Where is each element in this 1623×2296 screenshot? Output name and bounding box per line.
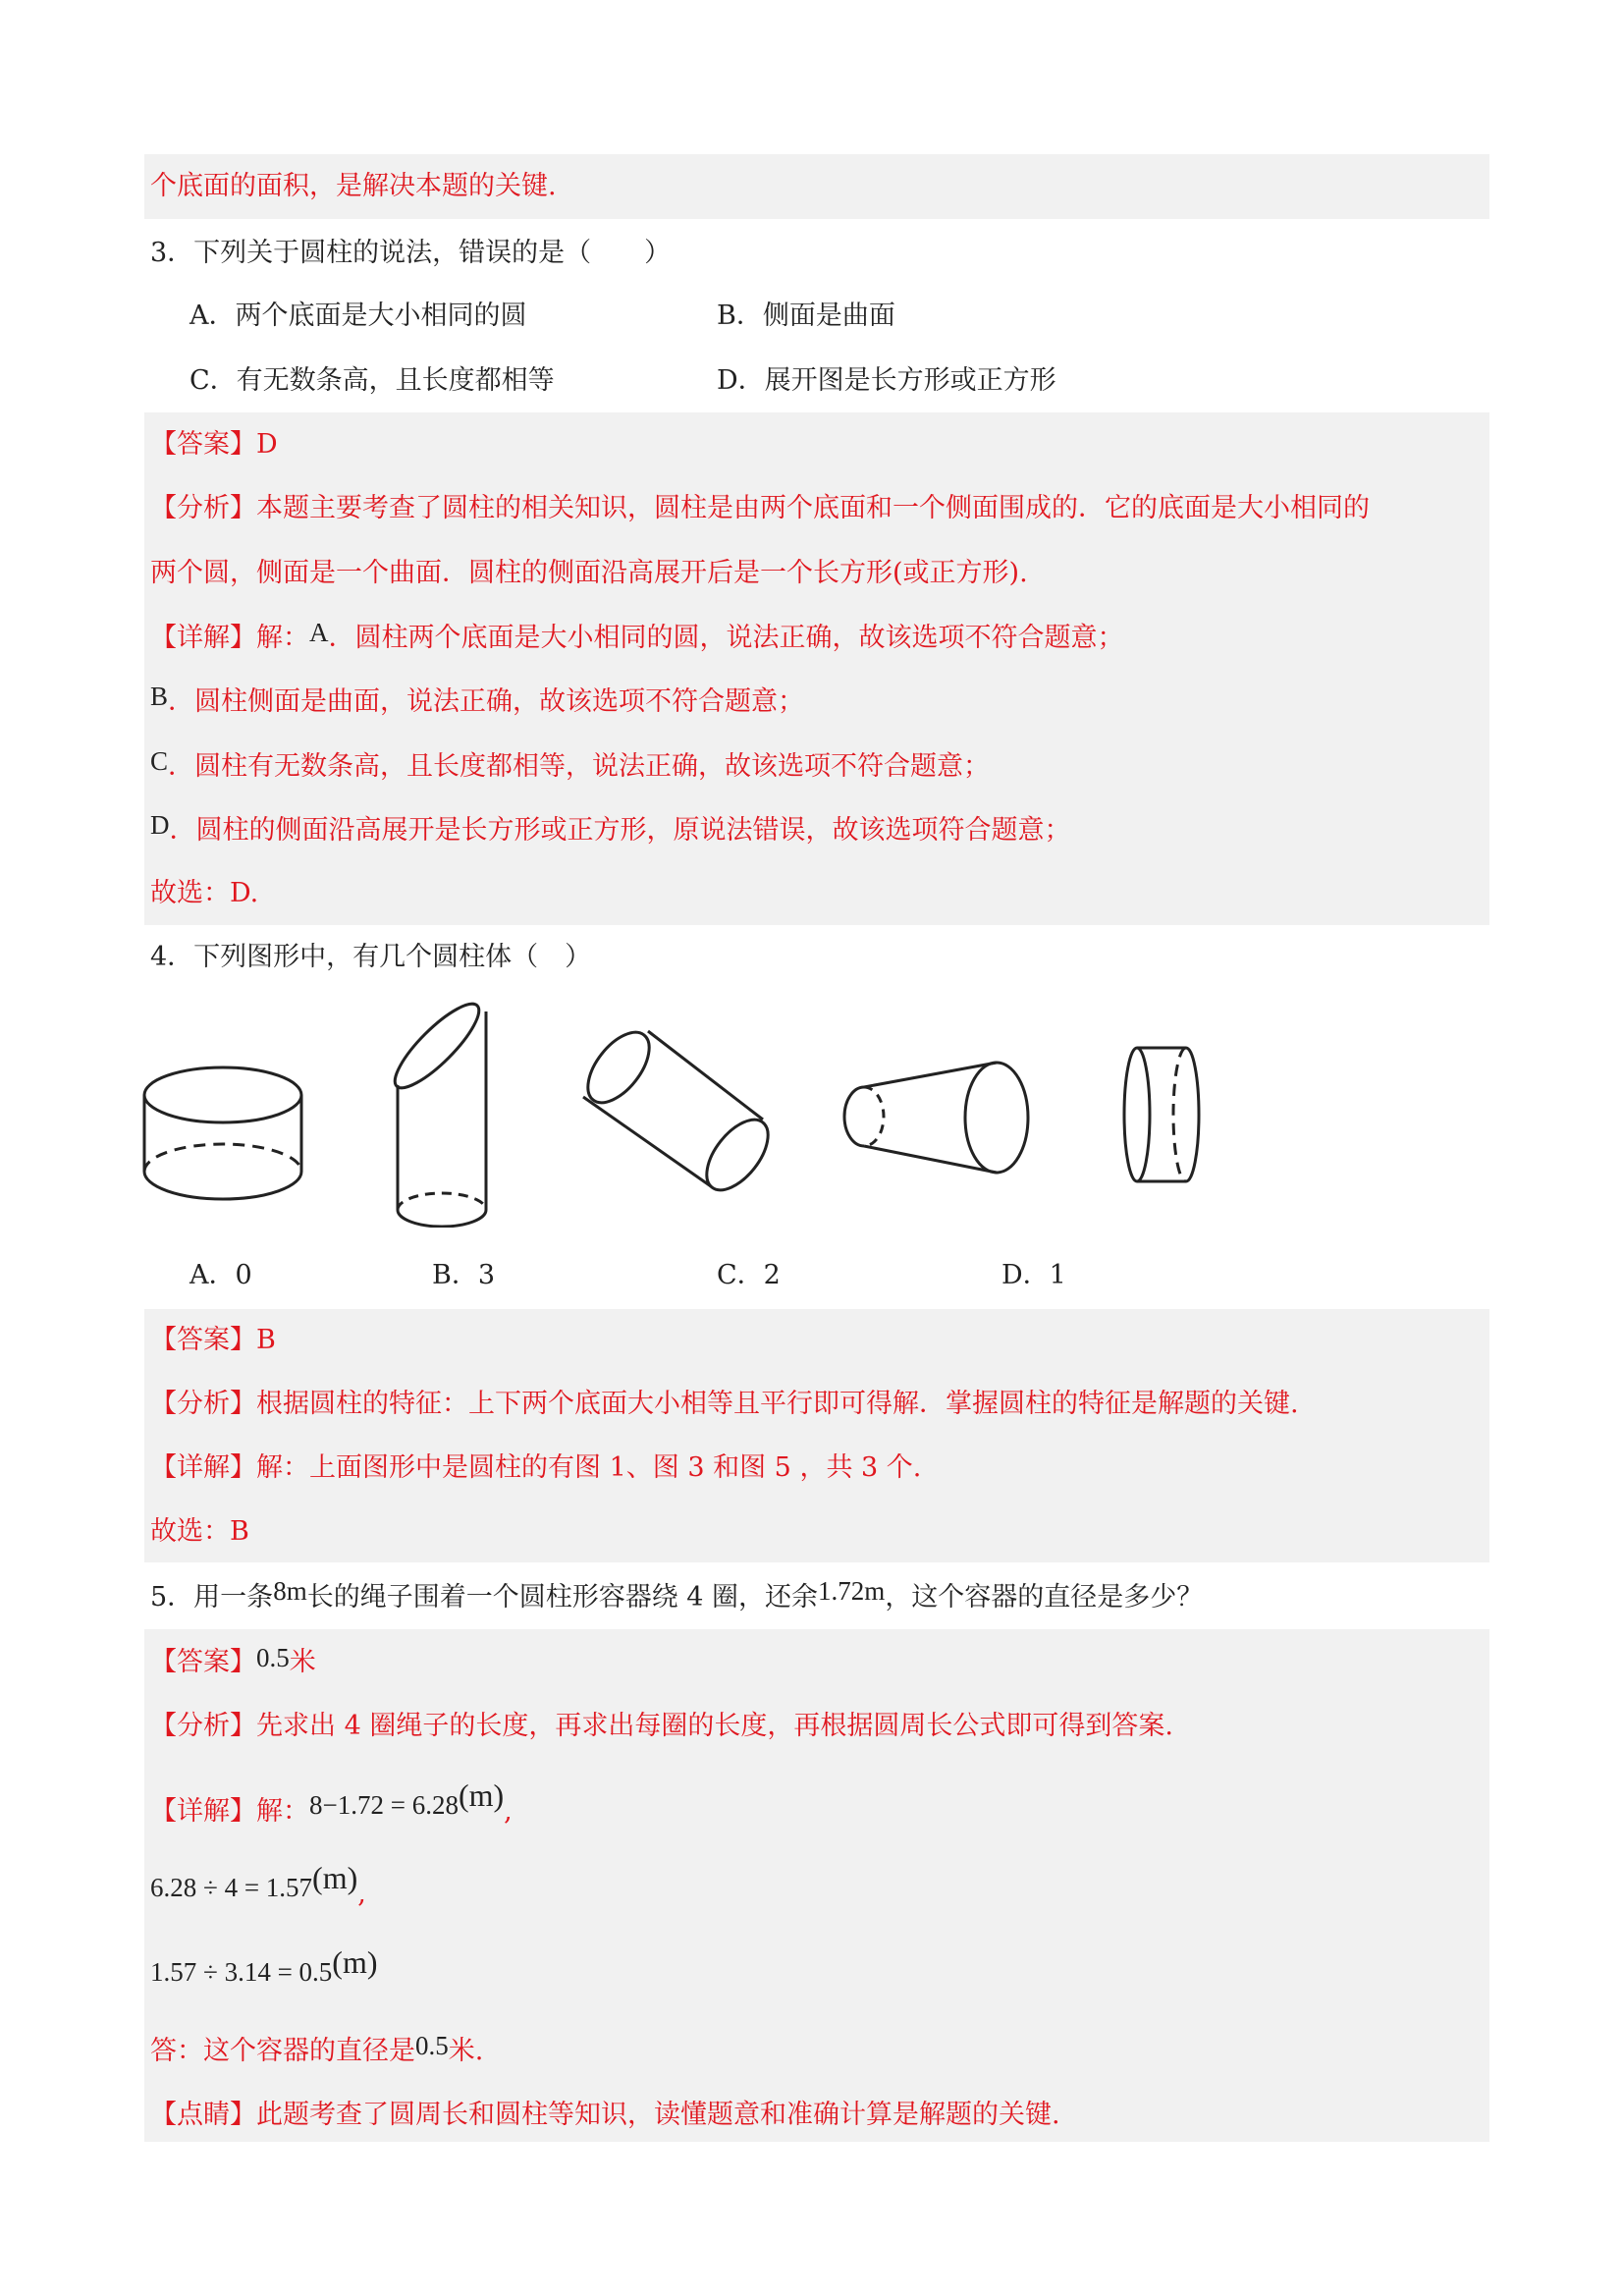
option-letter: B	[150, 682, 169, 711]
q3-answer-line	[150, 425, 278, 465]
q3-analysis-line-1	[150, 489, 1370, 528]
shape-5-side-cylinder	[1124, 1048, 1199, 1181]
analysis-tag: 【分析】	[150, 493, 256, 523]
shape-3-tilted-cylinder	[576, 1021, 780, 1200]
top-block-text: 个底面的面积，是解决本题的关键.	[150, 171, 557, 201]
analysis-text: 本题主要考查了圆柱的相关知识，圆柱是由两个底面和一个侧面围成的．它的底面是大小相同的	[256, 493, 1370, 523]
detail-tag: 【详解】	[150, 1796, 256, 1827]
point-tag: 【点睛】	[150, 2100, 256, 2130]
answer-unit: 米	[289, 1647, 316, 1677]
q5-reply-line	[150, 2031, 483, 2071]
equation-1-unit: (m)	[458, 1777, 505, 1813]
equation-2: 6.28 ÷ 4 = 1.57	[150, 1873, 313, 1902]
q4-analysis-line	[150, 1385, 1299, 1424]
stem-part-3: ，这个容器的直径是多少？	[885, 1582, 1204, 1613]
detail-text: ．圆柱有无数条高，且长度都相等，说法正确，故该选项不符合题意；	[168, 751, 991, 782]
q4-choose: 故选：B	[150, 1516, 249, 1547]
reply-text: 答：这个容器的直径是	[150, 2036, 415, 2066]
shape-2-slanted-top-cylinder	[385, 994, 489, 1227]
equation-3-unit: (m)	[332, 1944, 378, 1980]
stem-part-2: 长的绳子围着一个圆柱形容器绕 4 圈，还余	[306, 1582, 819, 1613]
answer-value: D	[256, 429, 278, 460]
q5-point-line	[150, 2096, 1060, 2135]
q4-answer-block	[144, 1309, 1489, 1562]
q4-option-c: C．2	[717, 1260, 781, 1290]
q3-detail-b	[150, 682, 804, 722]
stem-remain-value: 1.72m	[818, 1576, 886, 1606]
q4-detail-line	[150, 1449, 921, 1488]
answer-value: B	[256, 1325, 276, 1355]
q4-stem: 4．下列图形中，有几个圆柱体（ ）	[150, 942, 592, 972]
detail-prefix: 解：	[256, 1796, 309, 1827]
option-letter: D	[150, 810, 170, 840]
q5-detail-line-1	[150, 1777, 513, 1831]
q5-analysis-line	[150, 1707, 1173, 1746]
q3-detail-a	[150, 618, 1124, 658]
equation-1: 8−1.72 = 6.28	[309, 1790, 459, 1820]
equation-2-unit: (m)	[312, 1860, 358, 1895]
q4-shapes-figure	[142, 992, 1242, 1228]
q4-answer-line	[150, 1321, 276, 1360]
answer-value: 0.5	[256, 1643, 290, 1672]
shape-1-cylinder	[144, 1067, 301, 1199]
option-letter: C	[150, 746, 169, 776]
reply-unit: 米.	[448, 2036, 484, 2066]
analysis-tag: 【分析】	[150, 1711, 256, 1741]
detail-tag: 【详解】	[150, 1452, 256, 1483]
comma: ,	[504, 1796, 513, 1827]
q5-answer-line	[150, 1642, 316, 1682]
q3-choose: 故选：D.	[150, 878, 259, 908]
detail-prefix: 解：	[256, 623, 309, 653]
reply-value: 0.5	[415, 2031, 449, 2060]
q4-option-a: A．0	[189, 1260, 252, 1290]
detail-text: ．圆柱的侧面沿高展开是长方形或正方形，原说法错误，故该选项符合题意；	[169, 815, 1071, 846]
answer-tag: 【答案】	[150, 429, 256, 460]
q3-option-b: B．侧面是曲面	[717, 301, 895, 331]
option-letter: A	[309, 618, 329, 647]
q5-stem	[150, 1577, 1203, 1617]
equation-3: 1.57 ÷ 3.14 = 0.5	[150, 1957, 333, 1987]
q4-option-b: B．3	[432, 1260, 496, 1290]
q4-option-d: D．1	[1001, 1260, 1066, 1290]
q5-detail-line-2	[150, 1860, 366, 1914]
answer-tag: 【答案】	[150, 1325, 256, 1355]
stem-part-1: 5．用一条	[150, 1582, 274, 1613]
detail-text: ．圆柱侧面是曲面，说法正确，故该选项不符合题意；	[168, 686, 805, 717]
q3-option-d: D．展开图是长方形或正方形	[717, 365, 1056, 396]
comma: ,	[357, 1879, 366, 1909]
q3-analysis-line-2: 两个圆，侧面是一个曲面．圆柱的侧面沿高展开后是一个长方形(或正方形).	[150, 558, 1028, 588]
q3-option-c: C．有无数条高，且长度都相等	[189, 365, 555, 396]
detail-tag: 【详解】	[150, 623, 256, 653]
analysis-text: 根据圆柱的特征：上下两个底面大小相等且平行即可得解．掌握圆柱的特征是解题的关键.	[256, 1389, 1299, 1419]
detail-text: 解：上面图形中是圆柱的有图 1、图 3 和图 5 ，共 3 个.	[256, 1452, 922, 1483]
detail-text: ．圆柱两个底面是大小相同的圆，说法正确，故该选项不符合题意；	[328, 623, 1124, 653]
analysis-text: 先求出 4 圈绳子的长度，再求出每圈的长度，再根据圆周长公式即可得到答案.	[256, 1711, 1173, 1741]
q3-detail-d	[150, 810, 1071, 850]
q3-option-a: A．两个底面是大小相同的圆	[189, 301, 527, 331]
stem-length-value: 8m	[273, 1576, 307, 1606]
answer-tag: 【答案】	[150, 1647, 256, 1677]
analysis-tag: 【分析】	[150, 1389, 256, 1419]
q5-detail-line-3	[150, 1944, 378, 1998]
point-text: 此题考查了圆周长和圆柱等知识，读懂题意和准确计算是解题的关键.	[256, 2100, 1060, 2130]
shape-4-truncated-cone	[844, 1063, 1028, 1173]
q3-stem: 3．下列关于圆柱的说法，错误的是（ ）	[150, 238, 672, 268]
q3-detail-c	[150, 746, 990, 787]
